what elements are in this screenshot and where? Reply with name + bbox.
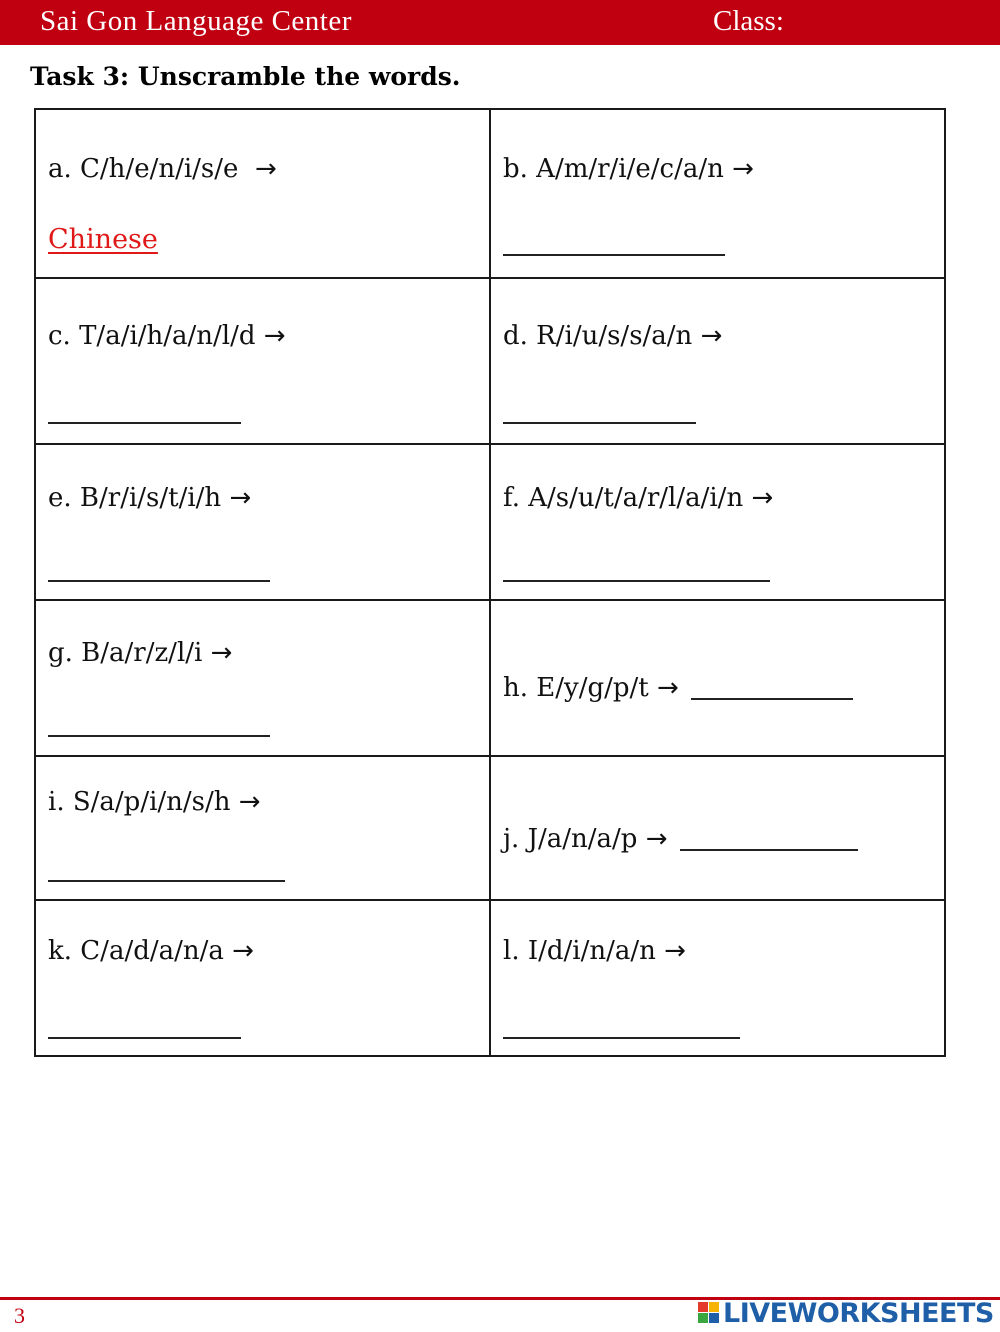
cell-e	[35, 444, 490, 600]
question-a: a. C/h/e/n/i/s/e →	[48, 154, 277, 184]
cell-f	[490, 444, 945, 600]
cell-b	[490, 109, 945, 278]
arrow-icon: →	[732, 154, 754, 184]
answer-blank-e[interactable]	[48, 580, 270, 582]
question-k: k. C/a/d/a/n/a →	[48, 936, 254, 966]
answer-blank-i[interactable]	[48, 880, 285, 882]
answer-blank-l[interactable]	[503, 1037, 740, 1039]
table-row	[35, 756, 945, 900]
question-g: g. B/a/r/z/l/i →	[48, 638, 233, 668]
question-d: d. R/i/u/s/s/a/n →	[503, 321, 723, 351]
arrow-icon: →	[238, 787, 261, 817]
question-b: b. A/m/r/i/e/c/a/n →	[503, 154, 754, 184]
question-f: f. A/s/u/t/a/r/l/a/i/n →	[503, 483, 774, 513]
question-i: i. S/a/p/i/n/s/h →	[48, 787, 261, 817]
cell-k	[35, 900, 490, 1056]
logo-blocks-icon	[698, 1302, 720, 1324]
arrow-icon: →	[229, 483, 252, 513]
task-title: Task 3: Unscramble the words.	[30, 62, 461, 91]
cell-d	[490, 278, 945, 444]
cell-l	[490, 900, 945, 1056]
question-l: l. I/d/i/n/a/n →	[503, 936, 686, 966]
unscramble-table	[34, 108, 946, 1057]
question-h: h. E/y/g/p/t →	[503, 673, 853, 703]
answer-blank-h[interactable]	[691, 698, 853, 700]
center-name: Sai Gon Language Center	[40, 5, 352, 37]
arrow-icon: →	[656, 673, 679, 703]
arrow-icon: →	[664, 936, 686, 966]
liveworksheets-logo	[698, 1297, 994, 1329]
class-label: Class:	[713, 5, 784, 37]
arrow-icon: →	[263, 321, 286, 351]
cell-i	[35, 756, 490, 900]
answer-blank-c[interactable]	[48, 422, 241, 424]
arrow-icon: →	[210, 638, 233, 668]
header-bar	[0, 0, 1000, 45]
arrow-icon: →	[645, 824, 668, 854]
cell-g	[35, 600, 490, 756]
cell-j	[490, 756, 945, 900]
answer-blank-f[interactable]	[503, 580, 770, 582]
question-j: j. J/a/n/a/p →	[503, 824, 858, 854]
answer-a[interactable]: Chinese	[48, 224, 158, 255]
cell-h	[490, 600, 945, 756]
table-row	[35, 600, 945, 756]
arrow-icon: →	[232, 936, 254, 966]
cell-a	[35, 109, 490, 278]
question-e: e. B/r/i/s/t/i/h →	[48, 483, 252, 513]
table-row	[35, 109, 945, 278]
table-row	[35, 900, 945, 1056]
cell-c	[35, 278, 490, 444]
answer-blank-j[interactable]	[680, 849, 858, 851]
page-number: 3	[14, 1303, 25, 1328]
logo-text: LIVEWORKSHEETS	[723, 1297, 994, 1329]
answer-blank-g[interactable]	[48, 735, 270, 737]
answer-blank-b[interactable]	[503, 254, 725, 256]
table-row	[35, 444, 945, 600]
table-row	[35, 278, 945, 444]
question-c: c. T/a/i/h/a/n/l/d →	[48, 321, 286, 351]
arrow-icon: →	[700, 321, 723, 351]
arrow-icon: →	[751, 483, 774, 513]
answer-blank-k[interactable]	[48, 1037, 241, 1039]
arrow-icon: →	[254, 154, 277, 184]
answer-blank-d[interactable]	[503, 422, 696, 424]
